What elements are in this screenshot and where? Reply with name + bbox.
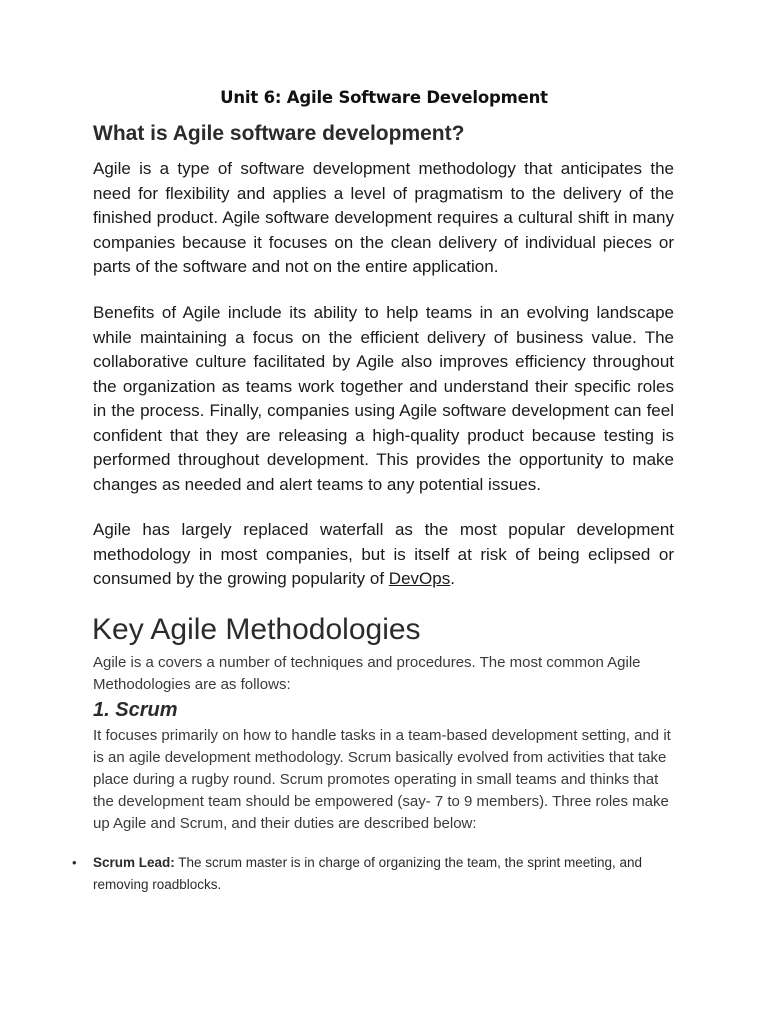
devops-link[interactable]: DevOps	[388, 569, 451, 588]
paragraph-text-end: .	[450, 569, 455, 588]
heading-key-agile-methodologies: Key Agile Methodologies	[92, 613, 421, 646]
paragraph-scrum: It focuses primarily on how to handle tasks in a team-based development setting, and it is an agile development methodology. Scrum basically evolved from activities that take place during a rugby round. Scrum promotes operating in small teams and thinks that the development team should be empowered (say- 7 to 9 members). Three roles make up Agile and Scrum, and their duties are described below:	[93, 727, 671, 832]
paragraph-agile-definition: Agile is a type of software development methodology that anticipates the need for flexibility and applies a level of pragmatism to the delivery of the finished product. Agile software development requires a cultural shift in many companies because it focuses on the clean delivery of individual pieces or parts of the software and not on the entire application.	[93, 159, 674, 276]
heading-what-is-agile: What is Agile software development?	[93, 122, 465, 145]
list-item-text: The scrum master is in charge of organizing the team, the sprint meeting, and removing roadblocks.	[93, 855, 643, 892]
heading-scrum: 1. Scrum	[93, 699, 178, 721]
scrum-roles-list	[72, 852, 683, 896]
paragraph-text: Agile has largely replaced waterfall as the most popular development methodology in most companies, but is itself at risk of being eclipsed or consumed by the growing popularity of	[93, 520, 674, 588]
paragraph-agile-vs-waterfall	[93, 518, 674, 592]
unit-title: Unit 6: Agile Software Development	[220, 88, 548, 107]
bullet-marker: •	[72, 855, 77, 870]
paragraph-agile-benefits: Benefits of Agile include its ability to help teams in an evolving landscape while maintaining a focus on the efficient delivery of business value. The collaborative culture facilitated by Agile also improves efficiency throughout the organization as teams work together and understand their specific roles in the process. Finally, companies using Agile software development can feel confident that they are releasing a high-quality product because testing is performed throughout development. This provides the opportunity to make changes as needed and alert teams to any potential issues.	[93, 303, 674, 494]
list-item-label: Scrum Lead:	[93, 855, 175, 870]
list-item	[72, 852, 683, 896]
paragraph-methodologies-intro: Agile is a covers a number of techniques and procedures. The most common Agile Methodologies are as follows:	[93, 654, 641, 693]
